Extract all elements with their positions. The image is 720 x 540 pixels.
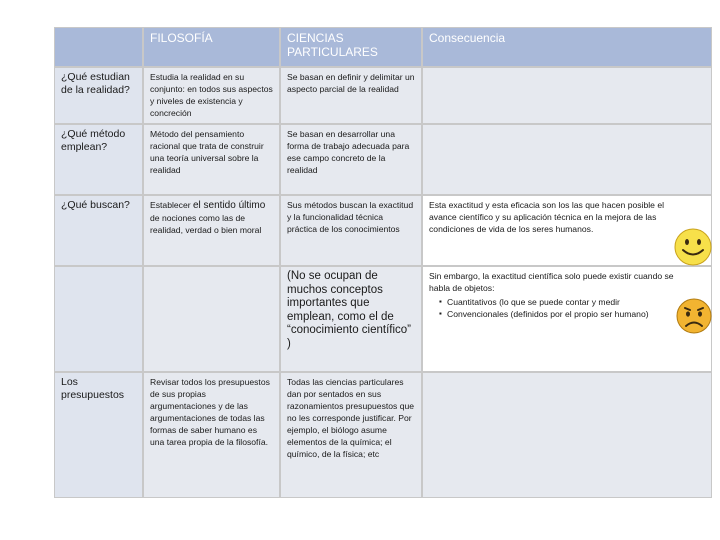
cell-presupuestos-consecuencia xyxy=(422,372,712,498)
row-label-buscan-text: ¿Qué buscan? xyxy=(61,199,130,211)
header-ciencias-label: CIENCIAS PARTICULARES xyxy=(287,31,378,59)
objects-list-item: ▪ Cuantitativos (lo que se puede contar y medir xyxy=(439,296,675,308)
smiley-sad-icon xyxy=(674,296,714,336)
cell-metodo-ciencias-text: Se basan en desarrollar una forma de trabajo adecuada para ese campo concreto de la realidad xyxy=(287,129,410,175)
cell-buscan-filosofia-cont xyxy=(143,266,280,372)
cell-metodo-ciencias xyxy=(280,124,422,195)
row-label-buscan xyxy=(54,195,143,266)
header-consecuencia xyxy=(422,27,712,67)
cell-buscan-filosofia xyxy=(143,195,280,266)
row-label-metodo-text: ¿Qué método emplean? xyxy=(61,128,126,153)
cell-presupuestos-ciencias-text: Todas las ciencias particulares dan por sentados en sus razonamientos presupuestos que no les corresponde justificar. Por ejemplo, el biólogo asume elementos de la química; el químico, de la física; etc xyxy=(287,377,415,459)
header-filosofia-label: FILOSOFÍA xyxy=(150,31,213,45)
row-label-presupuestos-text: Los presupuestos xyxy=(61,376,125,401)
objects-list-item: ▪ Convencionales (definidos por el propio ser humano) xyxy=(439,308,675,320)
header-corner xyxy=(54,27,143,67)
cell-realidad-filosofia xyxy=(143,67,280,124)
cell-buscan-filosofia-emph: el sentido último xyxy=(193,200,266,211)
cell-realidad-ciencias-text: Se basan en definir y delimitar un aspecto parcial de la realidad xyxy=(287,72,415,94)
cell-buscan-consecuencia xyxy=(422,195,712,266)
header-filosofia xyxy=(143,27,280,67)
cell-presupuestos-ciencias xyxy=(280,372,422,498)
cell-buscan-ciencias xyxy=(280,195,422,266)
cell-buscan-consecuencia-note xyxy=(422,266,712,372)
cell-buscan-consecuencia-text: Esta exactitud y esta eficacia son los las que hacen posible el avance científico y su aplicación técnica en la mejora de las condiciones de vida de los seres humanos. xyxy=(429,200,665,234)
cell-buscan-ciencias-note-text: (No se ocupan de muchos conceptos importantes que emplean, como el de “conocimiento científico” ) xyxy=(287,270,411,350)
cell-realidad-filosofia-text: Estudia la realidad en su conjunto: en todos sus aspectos y niveles de existencia y concreción xyxy=(150,72,273,118)
row-label-realidad xyxy=(54,67,143,124)
consecuencia-note-intro: Sin embargo, la exactitud científica solo puede existir cuando se habla de objetos: xyxy=(429,271,674,293)
row-label-metodo xyxy=(54,124,143,195)
cell-buscan-filosofia-pre: Establecer xyxy=(150,200,193,210)
row-label-buscan-cont xyxy=(54,266,143,372)
cell-buscan-ciencias-note xyxy=(280,266,422,372)
row-label-presupuestos xyxy=(54,372,143,498)
cell-realidad-ciencias xyxy=(280,67,422,124)
cell-presupuestos-filosofia xyxy=(143,372,280,498)
cell-realidad-consecuencia xyxy=(422,67,712,124)
cell-metodo-filosofia xyxy=(143,124,280,195)
objects-list xyxy=(429,296,675,320)
smiley-happy-icon xyxy=(672,226,714,268)
cell-presupuestos-filosofia-text: Revisar todos los presupuestos de sus propias argumentaciones y de las argumentaciones de todas las formas de saber humano es una tarea propia de la filosofía. xyxy=(150,377,270,447)
cell-buscan-filosofia-post: de nociones como las de realidad, verdad o bien moral xyxy=(150,213,262,235)
cell-buscan-ciencias-text: Sus métodos buscan la exactitud y la funcionalidad técnica práctica de los conocimientos xyxy=(287,200,414,234)
cell-metodo-consecuencia xyxy=(422,124,712,195)
header-ciencias xyxy=(280,27,422,67)
header-consecuencia-label: Consecuencia xyxy=(429,31,506,45)
row-label-realidad-text: ¿Qué estudian de la realidad? xyxy=(61,71,130,96)
cell-metodo-filosofia-text: Método del pensamiento racional que trata de construir una teoría universal sobre la realidad xyxy=(150,129,264,175)
